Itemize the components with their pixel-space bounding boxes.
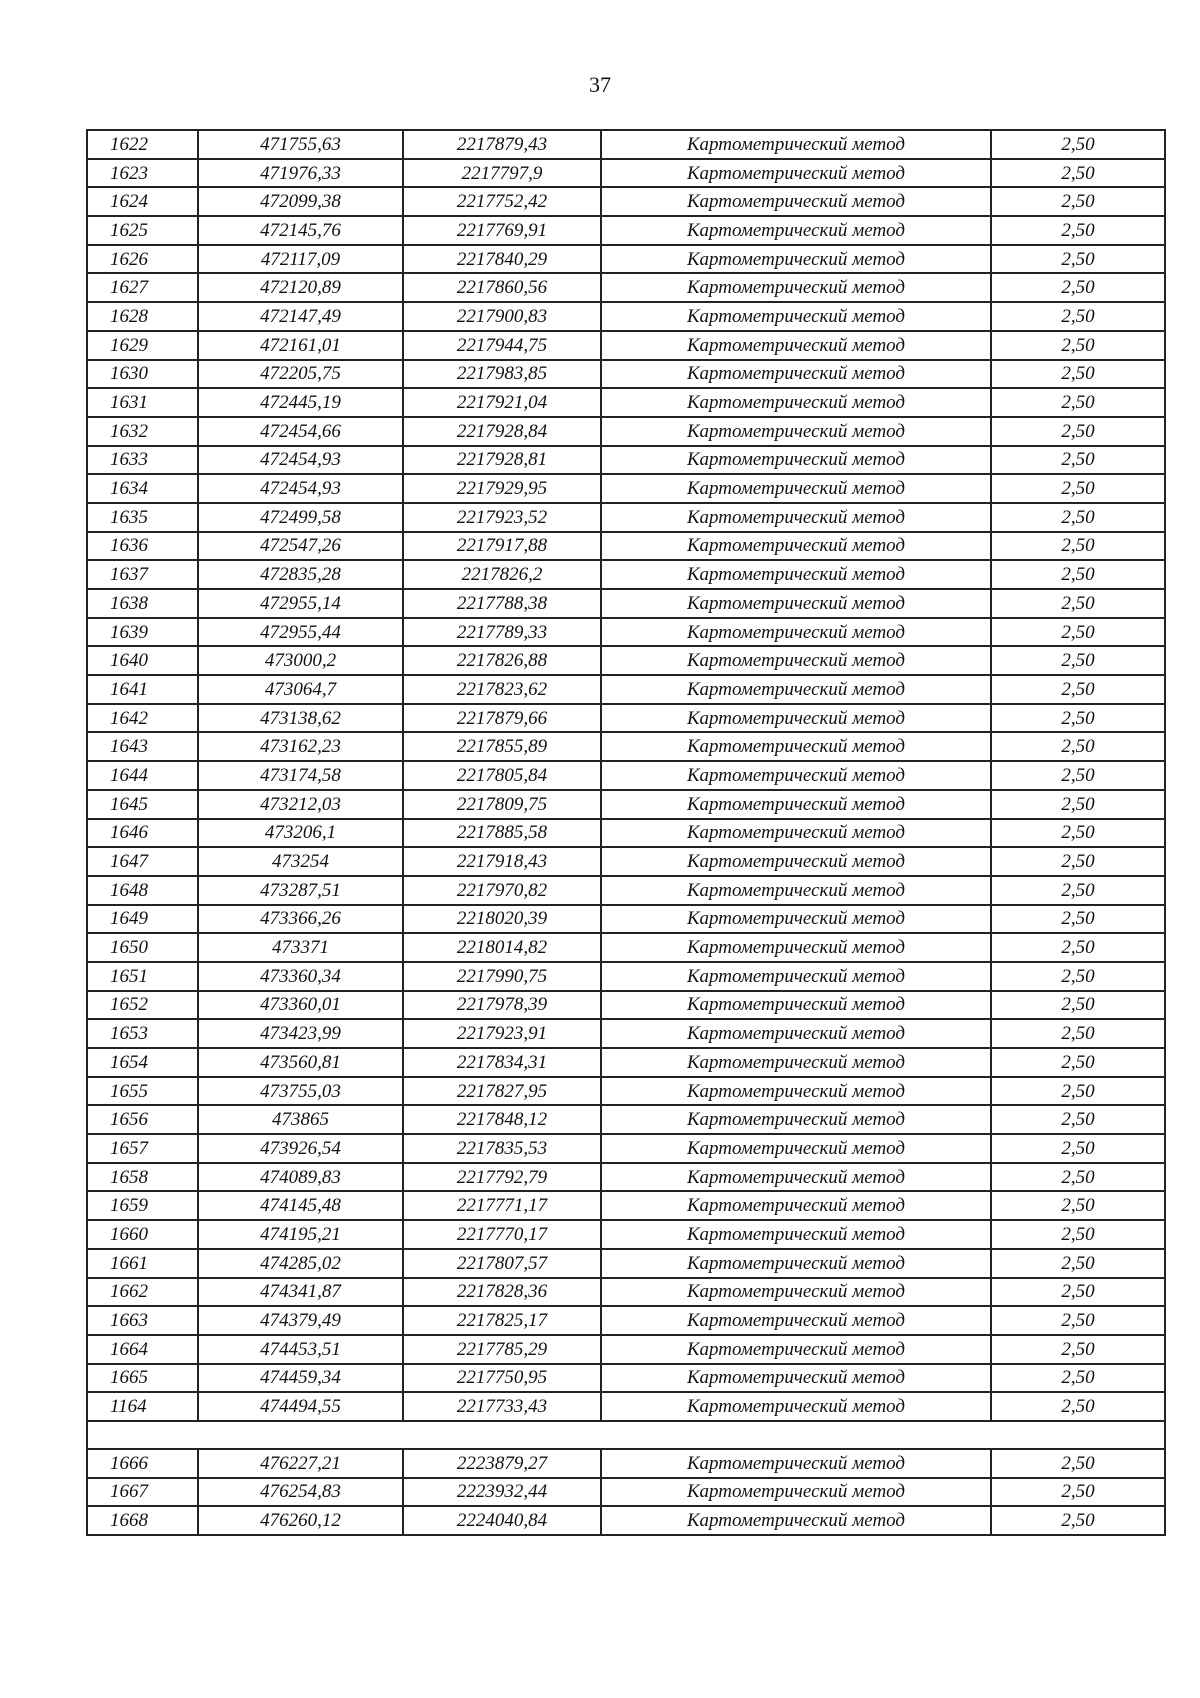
table-row [87,732,1165,761]
y-coordinate-cell: 2217840,29 [403,245,601,274]
accuracy-cell: 2,50 [991,159,1165,188]
accuracy-cell: 2,50 [991,1278,1165,1307]
separator-cell [87,1421,1165,1449]
y-coordinate-cell: 2217835,53 [403,1134,601,1163]
accuracy-cell: 2,50 [991,216,1165,245]
point-id-cell: 1632 [87,417,198,446]
x-coordinate-cell: 473064,7 [198,675,403,704]
y-coordinate-cell: 2217807,57 [403,1249,601,1278]
method-cell: Картометрический метод [601,675,991,704]
table-row [87,1077,1165,1106]
point-id-cell: 1642 [87,704,198,733]
y-coordinate-cell: 2217825,17 [403,1306,601,1335]
accuracy-cell: 2,50 [991,761,1165,790]
accuracy-cell: 2,50 [991,732,1165,761]
y-coordinate-cell: 2217771,17 [403,1191,601,1220]
point-id-cell: 1666 [87,1449,198,1478]
accuracy-cell: 2,50 [991,1220,1165,1249]
point-id-cell: 1628 [87,302,198,331]
accuracy-cell: 2,50 [991,1364,1165,1393]
x-coordinate-cell: 476254,83 [198,1478,403,1507]
x-coordinate-cell: 472145,76 [198,216,403,245]
x-coordinate-cell: 473755,03 [198,1077,403,1106]
accuracy-cell: 2,50 [991,446,1165,475]
method-cell: Картометрический метод [601,302,991,331]
table-row [87,962,1165,991]
method-cell: Картометрический метод [601,761,991,790]
table-row [87,589,1165,618]
x-coordinate-cell: 471976,33 [198,159,403,188]
accuracy-cell: 2,50 [991,1392,1165,1421]
point-id-cell: 1665 [87,1364,198,1393]
point-id-cell: 1625 [87,216,198,245]
coordinates-table-body [87,130,1165,1535]
point-id-cell: 1648 [87,876,198,905]
table-row [87,560,1165,589]
point-id-cell: 1629 [87,331,198,360]
point-id-cell: 1654 [87,1048,198,1077]
y-coordinate-cell: 2217752,42 [403,187,601,216]
accuracy-cell: 2,50 [991,1134,1165,1163]
table-separator-row [87,1421,1165,1449]
table-row [87,790,1165,819]
y-coordinate-cell: 2217929,95 [403,474,601,503]
x-coordinate-cell: 474195,21 [198,1220,403,1249]
table-row [87,1278,1165,1307]
point-id-cell: 1667 [87,1478,198,1507]
point-id-cell: 1659 [87,1191,198,1220]
table-row [87,302,1165,331]
method-cell: Картометрический метод [601,1191,991,1220]
point-id-cell: 1663 [87,1306,198,1335]
method-cell: Картометрический метод [601,1105,991,1134]
point-id-cell: 1641 [87,675,198,704]
point-id-cell: 1650 [87,933,198,962]
method-cell: Картометрический метод [601,618,991,647]
point-id-cell: 1658 [87,1163,198,1192]
x-coordinate-cell: 472454,93 [198,446,403,475]
accuracy-cell: 2,50 [991,532,1165,561]
method-cell: Картометрический метод [601,876,991,905]
x-coordinate-cell: 473162,23 [198,732,403,761]
point-id-cell: 1627 [87,273,198,302]
y-coordinate-cell: 2217944,75 [403,331,601,360]
table-row [87,991,1165,1020]
method-cell: Картометрический метод [601,388,991,417]
table-row [87,1392,1165,1421]
y-coordinate-cell: 2217923,52 [403,503,601,532]
x-coordinate-cell: 472499,58 [198,503,403,532]
point-id-cell: 1655 [87,1077,198,1106]
point-id-cell: 1662 [87,1278,198,1307]
accuracy-cell: 2,50 [991,876,1165,905]
method-cell: Картометрический метод [601,532,991,561]
table-row [87,1335,1165,1364]
x-coordinate-cell: 472445,19 [198,388,403,417]
y-coordinate-cell: 2217917,88 [403,532,601,561]
x-coordinate-cell: 473174,58 [198,761,403,790]
y-coordinate-cell: 2217788,38 [403,589,601,618]
table-row [87,1249,1165,1278]
x-coordinate-cell: 474341,87 [198,1278,403,1307]
point-id-cell: 1635 [87,503,198,532]
table-row [87,1048,1165,1077]
x-coordinate-cell: 473360,34 [198,962,403,991]
method-cell: Картометрический метод [601,1478,991,1507]
y-coordinate-cell: 2217823,62 [403,675,601,704]
x-coordinate-cell: 472120,89 [198,273,403,302]
method-cell: Картометрический метод [601,503,991,532]
y-coordinate-cell: 2217827,95 [403,1077,601,1106]
method-cell: Картометрический метод [601,790,991,819]
method-cell: Картометрический метод [601,474,991,503]
table-row [87,388,1165,417]
point-id-cell: 1639 [87,618,198,647]
y-coordinate-cell: 2217860,56 [403,273,601,302]
method-cell: Картометрический метод [601,1048,991,1077]
y-coordinate-cell: 2217828,36 [403,1278,601,1307]
y-coordinate-cell: 2217733,43 [403,1392,601,1421]
accuracy-cell: 2,50 [991,1335,1165,1364]
method-cell: Картометрический метод [601,847,991,876]
y-coordinate-cell: 2217826,88 [403,646,601,675]
y-coordinate-cell: 2217789,33 [403,618,601,647]
accuracy-cell: 2,50 [991,847,1165,876]
method-cell: Картометрический метод [601,187,991,216]
x-coordinate-cell: 473212,03 [198,790,403,819]
point-id-cell: 1644 [87,761,198,790]
point-id-cell: 1638 [87,589,198,618]
x-coordinate-cell: 474285,02 [198,1249,403,1278]
method-cell: Картометрический метод [601,1392,991,1421]
table-row [87,618,1165,647]
x-coordinate-cell: 473366,26 [198,905,403,934]
table-row [87,905,1165,934]
x-coordinate-cell: 473371 [198,933,403,962]
accuracy-cell: 2,50 [991,1506,1165,1535]
point-id-cell: 1640 [87,646,198,675]
accuracy-cell: 2,50 [991,388,1165,417]
accuracy-cell: 2,50 [991,417,1165,446]
y-coordinate-cell: 2217785,29 [403,1335,601,1364]
x-coordinate-cell: 473206,1 [198,819,403,848]
coordinates-table [86,129,1166,1536]
x-coordinate-cell: 472205,75 [198,360,403,389]
accuracy-cell: 2,50 [991,360,1165,389]
table-row [87,847,1165,876]
y-coordinate-cell: 2217770,17 [403,1220,601,1249]
accuracy-cell: 2,50 [991,273,1165,302]
x-coordinate-cell: 473926,54 [198,1134,403,1163]
table-row [87,1105,1165,1134]
point-id-cell: 1631 [87,388,198,417]
point-id-cell: 1622 [87,130,198,159]
table-row [87,761,1165,790]
method-cell: Картометрический метод [601,1134,991,1163]
table-row [87,187,1165,216]
x-coordinate-cell: 474379,49 [198,1306,403,1335]
x-coordinate-cell: 472099,38 [198,187,403,216]
x-coordinate-cell: 473138,62 [198,704,403,733]
y-coordinate-cell: 2217990,75 [403,962,601,991]
table-row [87,446,1165,475]
point-id-cell: 1652 [87,991,198,1020]
method-cell: Картометрический метод [601,1278,991,1307]
point-id-cell: 1623 [87,159,198,188]
accuracy-cell: 2,50 [991,819,1165,848]
x-coordinate-cell: 472454,66 [198,417,403,446]
method-cell: Картометрический метод [601,704,991,733]
method-cell: Картометрический метод [601,589,991,618]
method-cell: Картометрический метод [601,1306,991,1335]
accuracy-cell: 2,50 [991,790,1165,819]
accuracy-cell: 2,50 [991,646,1165,675]
accuracy-cell: 2,50 [991,962,1165,991]
method-cell: Картометрический метод [601,1335,991,1364]
y-coordinate-cell: 2217834,31 [403,1048,601,1077]
x-coordinate-cell: 476227,21 [198,1449,403,1478]
table-row [87,704,1165,733]
point-id-cell: 1668 [87,1506,198,1535]
method-cell: Картометрический метод [601,819,991,848]
accuracy-cell: 2,50 [991,1191,1165,1220]
point-id-cell: 1653 [87,1019,198,1048]
table-row [87,876,1165,905]
method-cell: Картометрический метод [601,331,991,360]
table-row [87,1220,1165,1249]
y-coordinate-cell: 2217792,79 [403,1163,601,1192]
y-coordinate-cell: 2217923,91 [403,1019,601,1048]
method-cell: Картометрический метод [601,159,991,188]
accuracy-cell: 2,50 [991,905,1165,934]
y-coordinate-cell: 2218020,39 [403,905,601,934]
method-cell: Картометрический метод [601,245,991,274]
accuracy-cell: 2,50 [991,245,1165,274]
y-coordinate-cell: 2217805,84 [403,761,601,790]
y-coordinate-cell: 2217797,9 [403,159,601,188]
page-number: 37 [589,72,611,97]
x-coordinate-cell: 473360,01 [198,991,403,1020]
x-coordinate-cell: 472955,14 [198,589,403,618]
table-row [87,503,1165,532]
x-coordinate-cell: 474145,48 [198,1191,403,1220]
y-coordinate-cell: 2217918,43 [403,847,601,876]
y-coordinate-cell: 2217879,43 [403,130,601,159]
table-row [87,1163,1165,1192]
accuracy-cell: 2,50 [991,991,1165,1020]
point-id-cell: 1636 [87,532,198,561]
x-coordinate-cell: 474494,55 [198,1392,403,1421]
point-id-cell: 1664 [87,1335,198,1364]
y-coordinate-cell: 2223932,44 [403,1478,601,1507]
table-row [87,1134,1165,1163]
x-coordinate-cell: 474089,83 [198,1163,403,1192]
point-id-cell: 1646 [87,819,198,848]
method-cell: Картометрический метод [601,446,991,475]
method-cell: Картометрический метод [601,1449,991,1478]
table-row [87,1506,1165,1535]
accuracy-cell: 2,50 [991,474,1165,503]
x-coordinate-cell: 473254 [198,847,403,876]
x-coordinate-cell: 472147,49 [198,302,403,331]
accuracy-cell: 2,50 [991,1048,1165,1077]
y-coordinate-cell: 2217769,91 [403,216,601,245]
table-row [87,933,1165,962]
y-coordinate-cell: 2223879,27 [403,1449,601,1478]
accuracy-cell: 2,50 [991,331,1165,360]
method-cell: Картометрический метод [601,905,991,934]
accuracy-cell: 2,50 [991,1163,1165,1192]
point-id-cell: 1626 [87,245,198,274]
table-row [87,331,1165,360]
accuracy-cell: 2,50 [991,187,1165,216]
x-coordinate-cell: 472454,93 [198,474,403,503]
accuracy-cell: 2,50 [991,302,1165,331]
table-row [87,245,1165,274]
y-coordinate-cell: 2217978,39 [403,991,601,1020]
method-cell: Картометрический метод [601,216,991,245]
method-cell: Картометрический метод [601,360,991,389]
method-cell: Картометрический метод [601,417,991,446]
method-cell: Картометрический метод [601,130,991,159]
x-coordinate-cell: 473000,2 [198,646,403,675]
y-coordinate-cell: 2217855,89 [403,732,601,761]
accuracy-cell: 2,50 [991,1077,1165,1106]
accuracy-cell: 2,50 [991,618,1165,647]
x-coordinate-cell: 473423,99 [198,1019,403,1048]
y-coordinate-cell: 2217983,85 [403,360,601,389]
y-coordinate-cell: 2217750,95 [403,1364,601,1393]
point-id-cell: 1647 [87,847,198,876]
point-id-cell: 1634 [87,474,198,503]
method-cell: Картометрический метод [601,732,991,761]
point-id-cell: 1633 [87,446,198,475]
method-cell: Картометрический метод [601,1163,991,1192]
x-coordinate-cell: 476260,12 [198,1506,403,1535]
point-id-cell: 1164 [87,1392,198,1421]
accuracy-cell: 2,50 [991,1105,1165,1134]
point-id-cell: 1630 [87,360,198,389]
point-id-cell: 1656 [87,1105,198,1134]
x-coordinate-cell: 474453,51 [198,1335,403,1364]
accuracy-cell: 2,50 [991,1478,1165,1507]
point-id-cell: 1649 [87,905,198,934]
accuracy-cell: 2,50 [991,130,1165,159]
method-cell: Картометрический метод [601,273,991,302]
method-cell: Картометрический метод [601,1506,991,1535]
table-row [87,216,1165,245]
y-coordinate-cell: 2217809,75 [403,790,601,819]
accuracy-cell: 2,50 [991,1019,1165,1048]
accuracy-cell: 2,50 [991,1449,1165,1478]
method-cell: Картометрический метод [601,560,991,589]
x-coordinate-cell: 472955,44 [198,618,403,647]
method-cell: Картометрический метод [601,1077,991,1106]
method-cell: Картометрический метод [601,1019,991,1048]
accuracy-cell: 2,50 [991,675,1165,704]
method-cell: Картометрический метод [601,646,991,675]
accuracy-cell: 2,50 [991,704,1165,733]
point-id-cell: 1661 [87,1249,198,1278]
method-cell: Картометрический метод [601,962,991,991]
x-coordinate-cell: 473560,81 [198,1048,403,1077]
accuracy-cell: 2,50 [991,933,1165,962]
x-coordinate-cell: 472117,09 [198,245,403,274]
x-coordinate-cell: 472835,28 [198,560,403,589]
table-row [87,1191,1165,1220]
table-row [87,360,1165,389]
table-row [87,532,1165,561]
y-coordinate-cell: 2217928,81 [403,446,601,475]
table-row [87,646,1165,675]
table-row [87,130,1165,159]
x-coordinate-cell: 472161,01 [198,331,403,360]
table-row [87,1019,1165,1048]
method-cell: Картометрический метод [601,933,991,962]
table-row [87,273,1165,302]
point-id-cell: 1624 [87,187,198,216]
x-coordinate-cell: 473287,51 [198,876,403,905]
table-row [87,1478,1165,1507]
point-id-cell: 1637 [87,560,198,589]
y-coordinate-cell: 2217900,83 [403,302,601,331]
table-row [87,1306,1165,1335]
accuracy-cell: 2,50 [991,589,1165,618]
x-coordinate-cell: 473865 [198,1105,403,1134]
method-cell: Картометрический метод [601,1249,991,1278]
method-cell: Картометрический метод [601,1220,991,1249]
y-coordinate-cell: 2218014,82 [403,933,601,962]
table-row [87,474,1165,503]
table-row [87,417,1165,446]
x-coordinate-cell: 474459,34 [198,1364,403,1393]
y-coordinate-cell: 2217826,2 [403,560,601,589]
point-id-cell: 1657 [87,1134,198,1163]
x-coordinate-cell: 472547,26 [198,532,403,561]
y-coordinate-cell: 2217848,12 [403,1105,601,1134]
y-coordinate-cell: 2217921,04 [403,388,601,417]
y-coordinate-cell: 2217928,84 [403,417,601,446]
table-row [87,1364,1165,1393]
accuracy-cell: 2,50 [991,1306,1165,1335]
point-id-cell: 1645 [87,790,198,819]
accuracy-cell: 2,50 [991,560,1165,589]
point-id-cell: 1643 [87,732,198,761]
x-coordinate-cell: 471755,63 [198,130,403,159]
table-row [87,819,1165,848]
table-row [87,675,1165,704]
method-cell: Картометрический метод [601,991,991,1020]
y-coordinate-cell: 2217970,82 [403,876,601,905]
table-row [87,1449,1165,1478]
y-coordinate-cell: 2217879,66 [403,704,601,733]
accuracy-cell: 2,50 [991,503,1165,532]
point-id-cell: 1660 [87,1220,198,1249]
y-coordinate-cell: 2217885,58 [403,819,601,848]
accuracy-cell: 2,50 [991,1249,1165,1278]
y-coordinate-cell: 2224040,84 [403,1506,601,1535]
method-cell: Картометрический метод [601,1364,991,1393]
point-id-cell: 1651 [87,962,198,991]
table-row [87,159,1165,188]
